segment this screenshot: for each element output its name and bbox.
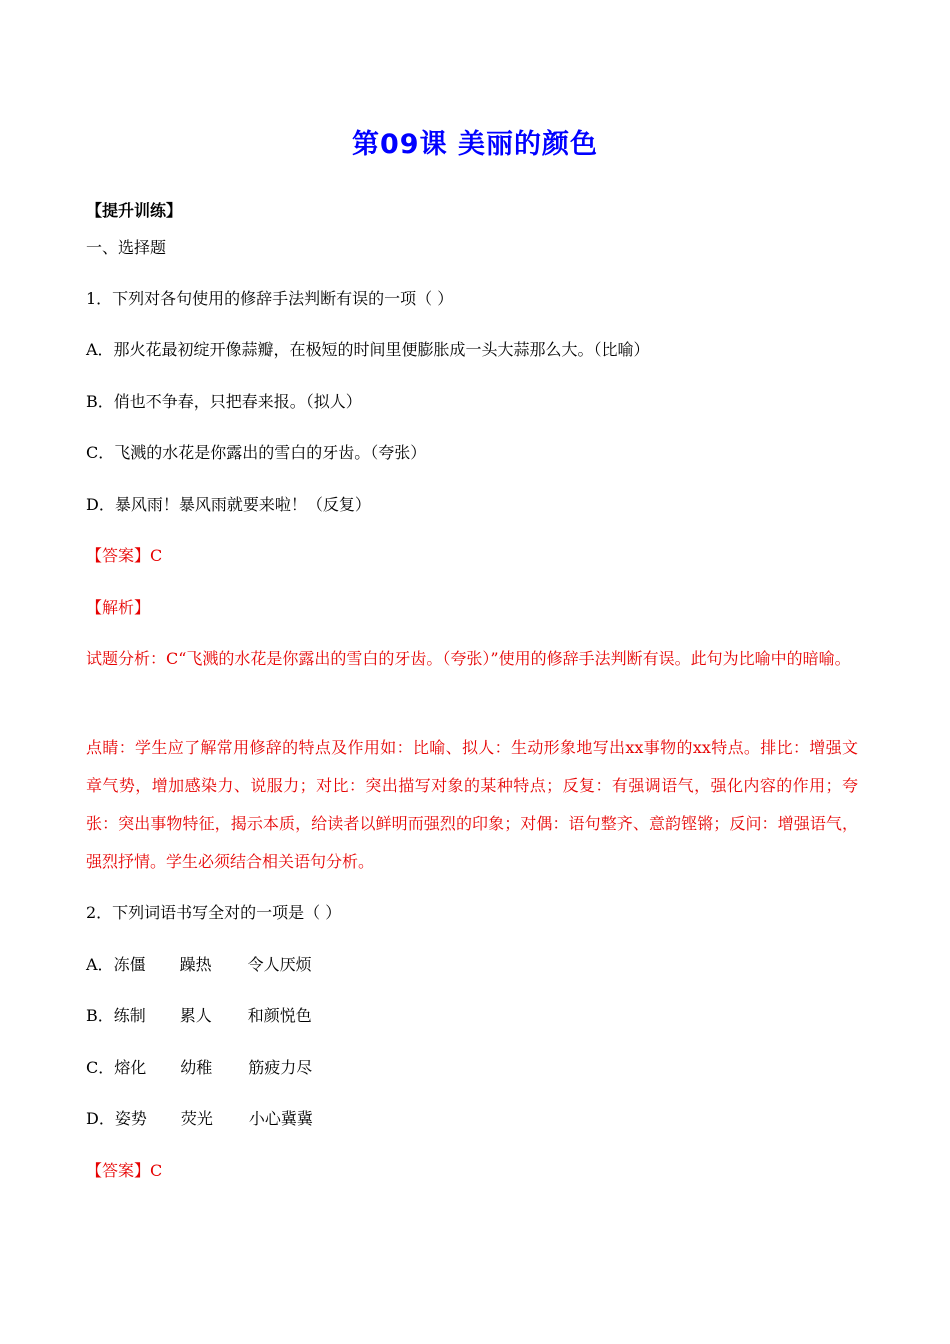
question-2-stem: 2．下列词语书写全对的一项是（ ） <box>86 903 342 922</box>
option-word: 练制 <box>113 1006 146 1025</box>
question-1-option-c: C．飞溅的水花是你露出的雪白的牙齿。（夸张） <box>86 443 427 462</box>
answer-label: 【答案】 <box>86 546 151 565</box>
option-letter: A． <box>86 955 114 974</box>
option-word: 姿势 <box>114 1109 147 1128</box>
section-type: 一、选择题 <box>86 238 167 257</box>
question-2-answer <box>86 1161 162 1181</box>
option-letter: D． <box>86 1109 115 1128</box>
option-letter: B． <box>86 1006 114 1025</box>
question-1-option-d: D．暴风雨！暴风雨就要来啦！（反复） <box>86 495 371 514</box>
question-1-option-a: A．那火花最初绽开像蒜瓣，在极短的时间里便膨胀成一头大蒜那么大。（比喻） <box>86 340 650 359</box>
option-word: 令人厌烦 <box>247 955 312 974</box>
answer-label: 【答案】 <box>86 1161 151 1180</box>
option-word: 冻僵 <box>113 955 146 974</box>
question-1-option-b: B．俏也不争春，只把春来报。（拟人） <box>86 392 362 411</box>
option-word: 幼稚 <box>180 1058 213 1077</box>
section-header: 【提升训练】 <box>86 201 183 220</box>
question-1-analysis-label: 【解析】 <box>86 598 151 617</box>
option-letter: C． <box>86 1058 115 1077</box>
option-word: 小心冀冀 <box>248 1109 313 1128</box>
option-word: 累人 <box>179 1006 212 1025</box>
option-word: 筋疲力尽 <box>248 1058 313 1077</box>
answer-value: C <box>150 1161 163 1180</box>
answer-value: C <box>150 546 163 565</box>
question-2-option-c <box>86 1058 312 1078</box>
question-1-tip: 点睛：学生应了解常用修辞的特点及作用如：比喻、拟人：生动形象地写出xx事物的xx特点。排比：增强文章气势，增加感染力、说服力；对比：突出描写对象的某种特点；反复：有强调语气，强化内容的作用；夸张：突出事物特征，揭示本质，给读者以鲜明而强烈的印象；对偶：语句整齐、意韵铿锵；反问：增强语气，强烈抒情。学生必须结合相关语句分析。 <box>86 738 858 871</box>
question-1-answer <box>86 546 162 566</box>
option-word: 熔化 <box>114 1058 147 1077</box>
option-word: 和颜悦色 <box>247 1006 312 1025</box>
question-2-option-a <box>86 955 312 975</box>
question-1-analysis: 试题分析：C“飞溅的水花是你露出的雪白的牙齿。（夸张）”使用的修辞手法判断有误。此句为比喻中的暗喻。 <box>86 649 851 668</box>
question-2-option-b <box>86 1006 312 1026</box>
page-title: 第09课 美丽的颜色 <box>352 129 598 160</box>
option-word: 荧光 <box>180 1109 213 1128</box>
option-word: 躁热 <box>179 955 212 974</box>
question-2-option-d <box>86 1109 313 1129</box>
question-1-stem: 1．下列对各句使用的修辞手法判断有误的一项（ ） <box>86 289 454 308</box>
